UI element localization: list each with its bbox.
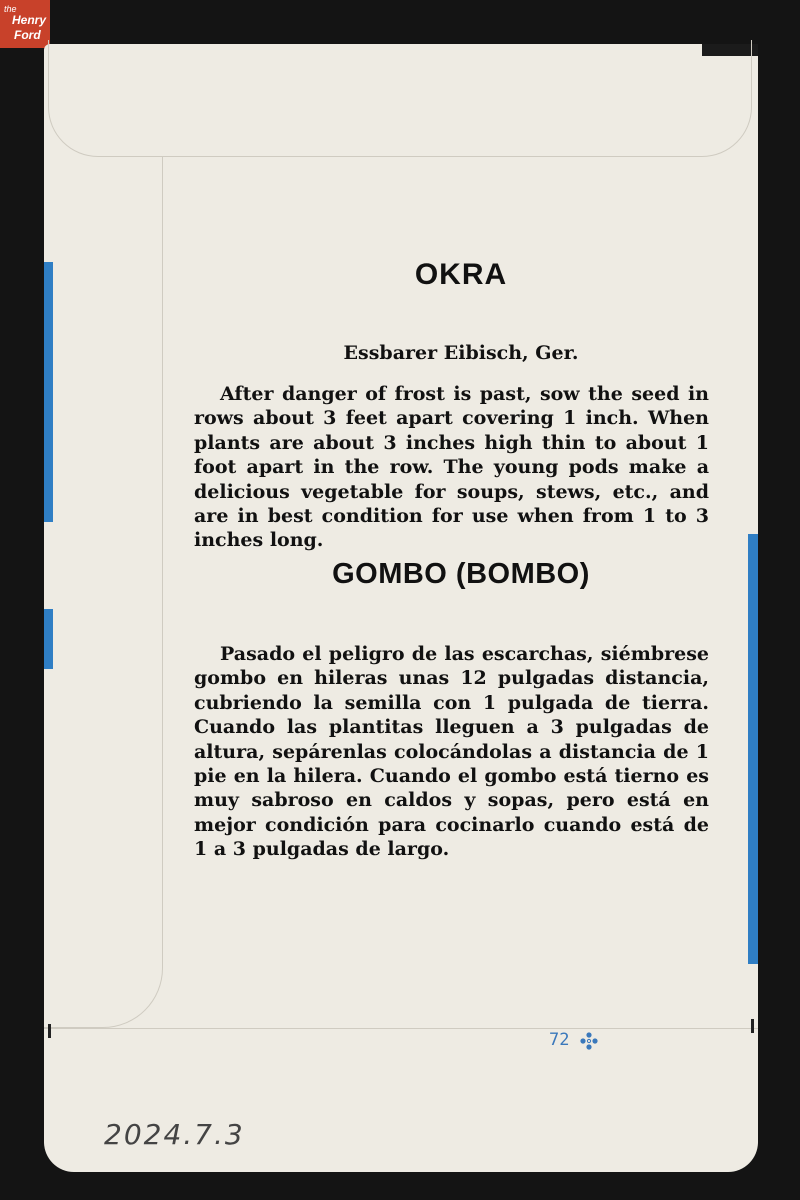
- logo-line-1: the: [4, 4, 17, 14]
- instruction-panel: [164, 160, 758, 1050]
- german-name: Essbarer Eibisch, Ger.: [343, 342, 579, 364]
- spanish-instructions: Pasado el peligro de las escarchas, siémbrese gombo en hileras unas 12 pulgadas distancia, cubriendo la semilla con 1 pulgada de tierra. Cuando las plantitas lleguen a 3 pulgadas de altura, sepárenlas colocándolas a distancia de 1 pie en la hilera. Cuando el gombo está tierno es muy sabroso en caldos y sopas, pero está en mejor condición para cocinarlo cuando está de 1 a 3 pulgadas de largo.: [194, 643, 709, 861]
- side-flap-fold: [44, 157, 163, 1028]
- page-title: OKRA: [414, 258, 508, 291]
- accession-number: 2024.7.3: [104, 1118, 245, 1151]
- union-bug-icon: [578, 1030, 600, 1052]
- print-code: 72: [549, 1030, 570, 1050]
- seed-packet: [44, 44, 758, 1172]
- fold-tick-left: [48, 1024, 51, 1038]
- logo-line-2: Henry: [12, 13, 47, 27]
- bottom-fold-line: [44, 1028, 758, 1029]
- henry-ford-logo: [0, 0, 50, 48]
- top-flap-fold: [48, 40, 752, 157]
- spanish-title: GOMBO (BOMBO): [332, 558, 590, 590]
- english-instructions: After danger of frost is past, sow the seed in rows about 3 feet apart covering 1 inch. When plants are about 3 inches high thin to about 1 foot apart in the row. The young pods make a delicious vegetable for soups, stews, etc., and are in best condition for use when from 1 to 3 inches long.: [194, 383, 709, 552]
- logo-line-3: Ford: [14, 28, 41, 42]
